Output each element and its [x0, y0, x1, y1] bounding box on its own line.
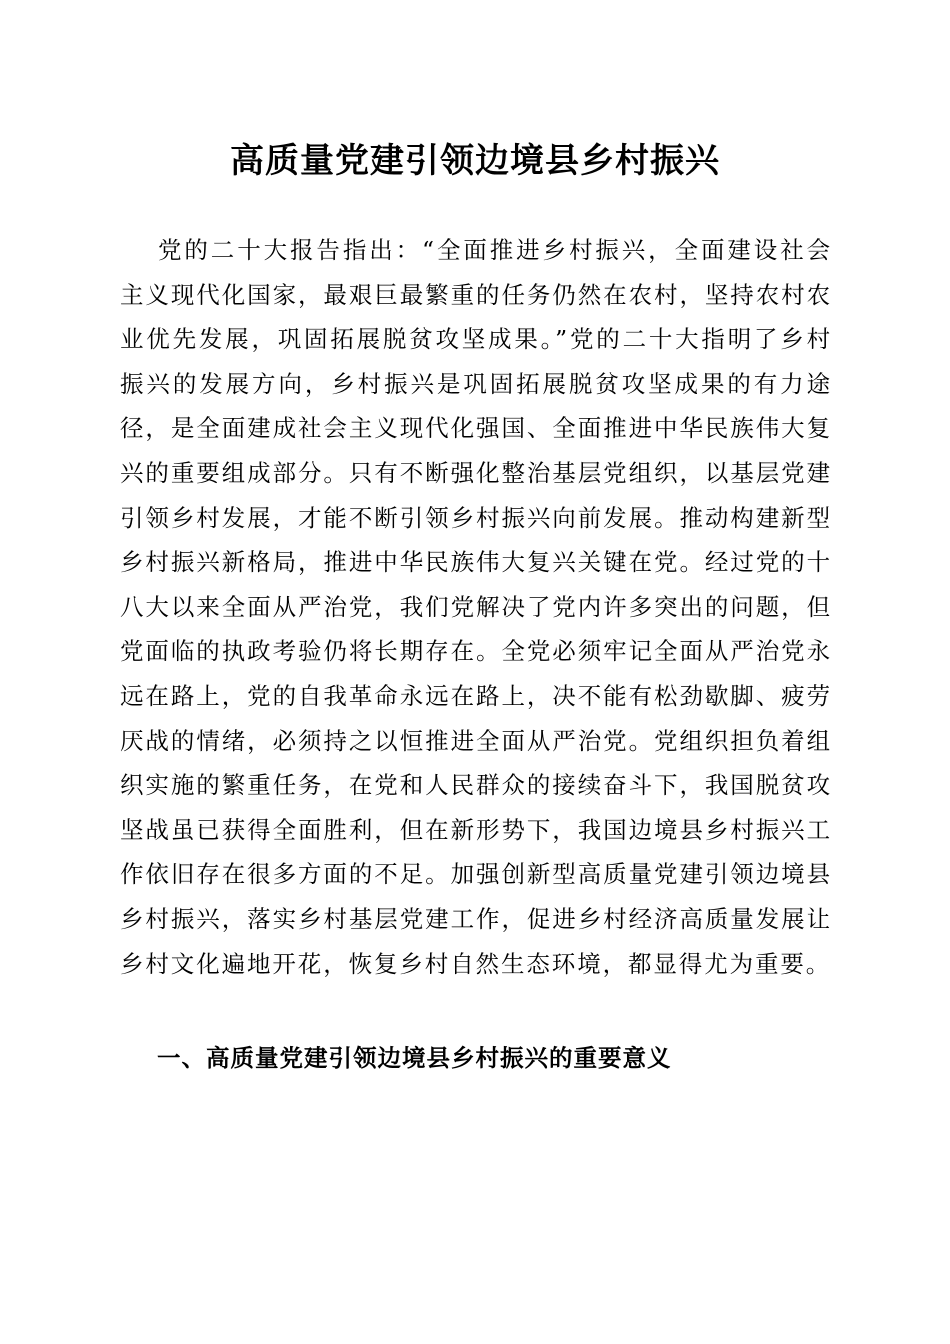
document-title: 高质量党建引领边境县乡村振兴	[230, 141, 720, 181]
section-heading-1: 一、高质量党建引领边境县乡村振兴的重要意义	[157, 1044, 672, 1072]
intro-paragraph: 党的二十大报告指出：“全面推进乡村振兴，全面建设社会主义现代化国家，最艰巨最繁重的任务仍然在农村，坚持农村农业优先发展，巩固拓展脱贫攻坚成果。”党的二十大指明了乡村振兴的发展方向，乡村振兴是巩固拓展脱贫攻坚成果的有力途径，是全面建成社会主义现代化强国、全面推进中华民族伟大复兴的重要组成部分。只有不断强化整治基层党组织，以基层党建引领乡村发展，才能不断引领乡村振兴向前发展。推动构建新型乡村振兴新格局，推进中华民族伟大复兴关键在党。经过党的十八大以来全面从严治党，我们党解决了党内许多突出的问题，但党面临的执政考验仍将长期存在。全党必须牢记全面从严治党永远在路上，党的自我革命永远在路上，决不能有松劲歇脚、疲劳厌战的情绪，必须持之以恒推进全面从严治党。党组织担负着组织实施的繁重任务，在党和人民群众的接续奋斗下，我国脱贫攻坚战虽已获得全面胜利，但在新形势下，我国边境县乡村振兴工作依旧存在很多方面的不足。加强创新型高质量党建引领边境县乡村振兴，落实乡村基层党建工作，促进乡村经济高质量发展让乡村文化遍地开花，恢复乡村自然生态环境，都显得尤为重要。	[120, 236, 832, 978]
